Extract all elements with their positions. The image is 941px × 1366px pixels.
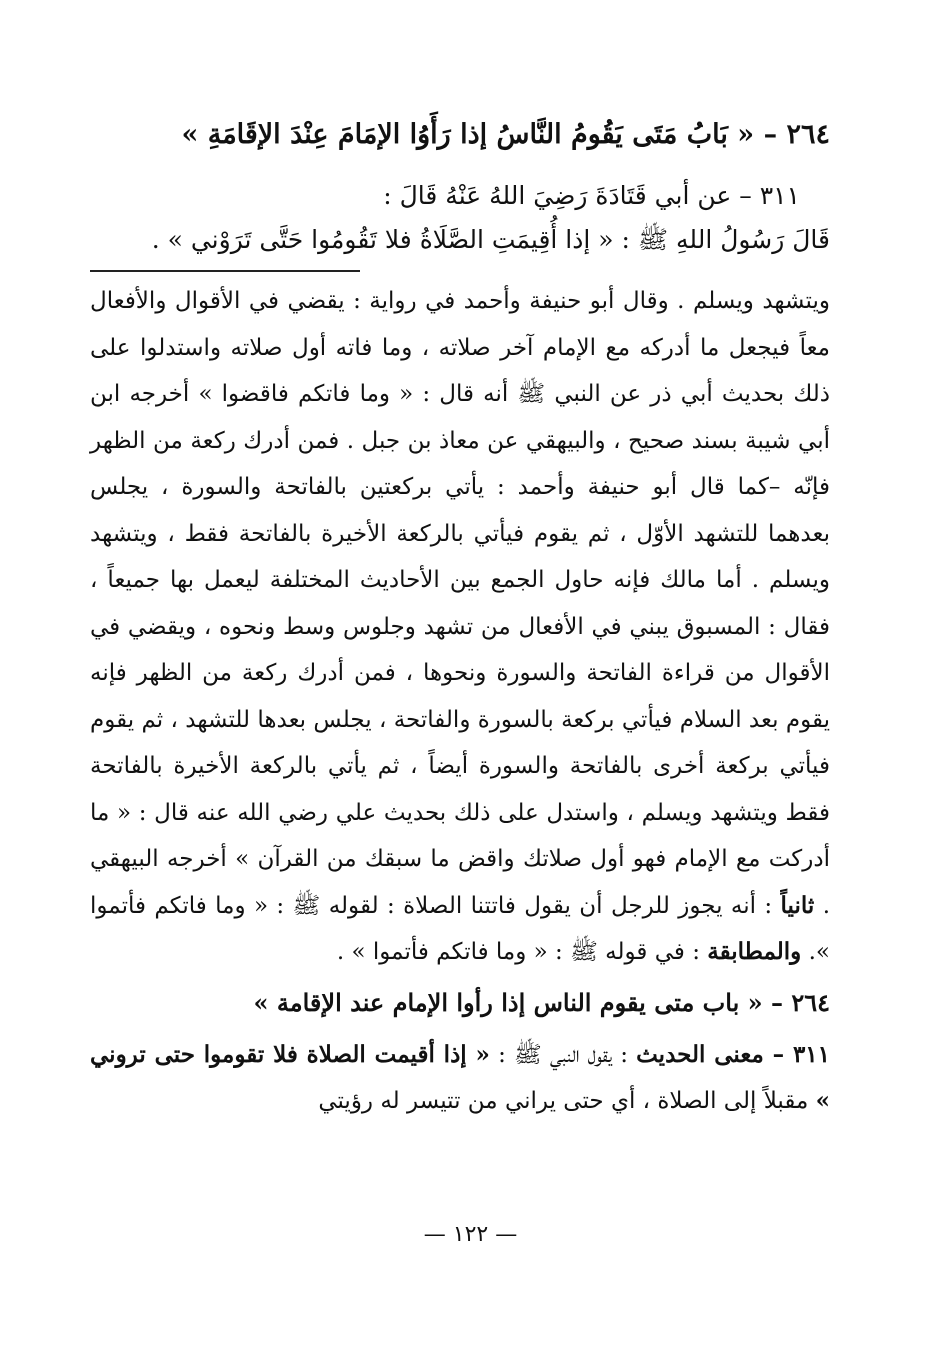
hadith-text-line: قَالَ رَسُولُ اللهِ ﷺ : « إذا أُقِيمَتِ الصَّلَاةُ فلا تَقُومُوا حَتَّى تَرَوْني » .	[151, 225, 830, 254]
footnote-divider	[90, 270, 360, 272]
commentary-paragraph	[90, 278, 830, 976]
hadith-narrator-line: ٣١١ – عن أبي قَتَادَةَ رَضِيَ اللهُ عَنْهُ قَالَ :	[383, 181, 800, 210]
explanation-label: ٣١١ – معنى الحديث	[636, 1040, 830, 1068]
mutabaqa-label: والمطابقة	[707, 938, 802, 965]
explanation-rest: مقبلاً إلى الصلاة ، أي حتى يراني من تتيسر له رؤيتي	[318, 1087, 816, 1114]
thaniyan-label: ثانياً	[780, 891, 815, 919]
commentary-text-1: ويتشهد ويسلم . وقال أبو حنيفة وأحمد في رواية : يقضي في الأقوال والأفعال معاً فيجعل ما أدركه مع الإمام آخر صلاته ، وما فاته أول صلاته واستدلوا على ذلك بحديث أبي ذر عن النبي ﷺ أنه قال : « وما فاتكم فاقضوا » أخرجه ابن أبي شيبة بسند صحيح ، والبيهقي عن معاذ بن جبل . فمن أدرك ركعة من الظهر فإنّه –كما قال أبو حنيفة وأحمد : يأتي بركعتين بالفاتحة والسورة ، يجلس بعدهما للتشهد الأوّل ، ثم يقوم فيأتي بالركعة الأخيرة بالفاتحة فقط ، ويتشهد ويسلم . أما مالك فإنه حاول الجمع بين الأحاديث المختلفة ليعمل بها جميعاً ، فقال : المسبوق يبني في الأفعال من تشهد وجلوس وسط ونحوه ، ويقضي في الأقوال من قراءة الفاتحة والسورة ونحوها ، فمن أدرك ركعة من الظهر فإنه يقوم بعد السلام فيأتي بركعة بالسورة والفاتحة ، يجلس بعدها للتشهد ، ثم يقوم فيأتي بركعة أخرى بالفاتحة والسورة أيضاً ، ثم يأتي بالركعة الأخيرة بالفاتحة فقط ويتشهد ويسلم ، واستدل على ذلك بحديث علي رضي الله عنه قال : « ما أدركت مع الإمام فهو أول صلاتك واقض ما سبقك من القرآن » أخرجه البيهقي .	[90, 288, 831, 919]
chapter-title: ٢٦٤ – « بَابُ مَتَى يَقُومُ النَّاسُ إذا رَأَوُا الإمَامَ عِنْدَ الإقَامَةِ »	[181, 119, 830, 150]
explanation-quote: « إذا أقيمت الصلاة فلا تقوموا حتى تروني »	[90, 1040, 830, 1114]
section-title: ٢٦٤ – « باب متى يقوم الناس إذا رأوا الإمام عند الإقامة »	[253, 987, 830, 1017]
page-number: — ١٢٢ —	[423, 1222, 518, 1247]
page-body	[90, 110, 830, 1124]
commentary-text-2: : أنه يجوز للرجل أن يقول فاتتنا الصلاة : لقوله ﷺ : « وما فاتكم فأتموا ».	[90, 892, 830, 965]
explanation-intro: : يقول النبي ﷺ :	[489, 1041, 637, 1068]
explanation-paragraph	[90, 1032, 830, 1124]
commentary-text-3: : في قوله ﷺ : « وما فاتكم فأتموا » .	[336, 939, 708, 965]
